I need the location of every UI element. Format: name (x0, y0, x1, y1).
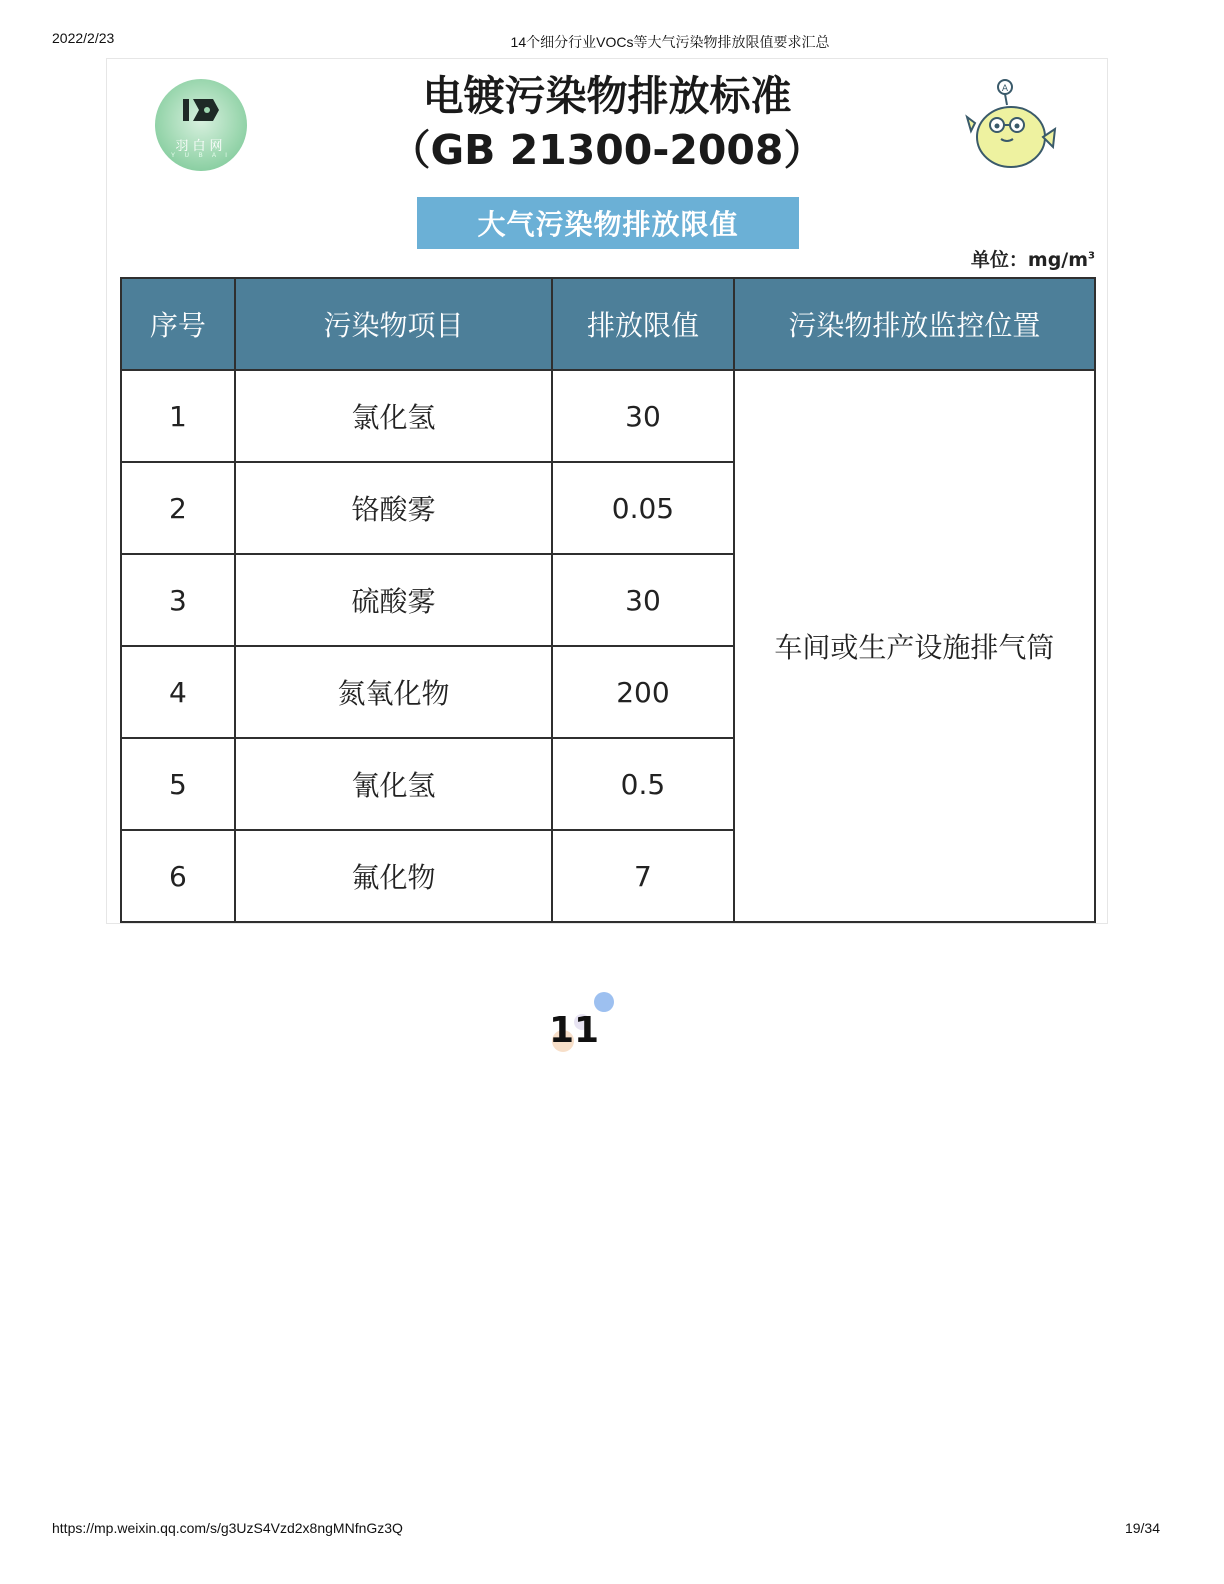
cell-no: 3 (121, 554, 235, 646)
print-date: 2022/2/23 (52, 30, 115, 46)
standard-title: 电镀污染物排放标准 (422, 72, 792, 120)
logo-text: 羽白网 (175, 139, 227, 154)
cell-item: 氯化氢 (235, 370, 552, 462)
col-header-location: 污染物排放监控位置 (734, 278, 1095, 370)
cell-location: 车间或生产设施排气筒 (734, 370, 1095, 922)
cell-no: 5 (121, 738, 235, 830)
logo-subtext: Y U B A I (171, 153, 231, 159)
cell-limit: 7 (552, 830, 734, 922)
cell-item: 氮氧化物 (235, 646, 552, 738)
unit-text: 单位：mg/m (970, 249, 1089, 271)
col-header-limit: 排放限值 (552, 278, 734, 370)
mascot-icon (965, 79, 1057, 171)
section-banner: 大气污染物排放限值 (417, 197, 799, 249)
col-header-no: 序号 (121, 278, 235, 370)
logo-mark-icon (183, 95, 219, 125)
section-number: 11 (548, 1010, 600, 1051)
cell-limit: 30 (552, 370, 734, 462)
cell-item: 氰化氢 (235, 738, 552, 830)
cell-limit: 0.05 (552, 462, 734, 554)
standard-card (106, 58, 1108, 924)
cell-no: 2 (121, 462, 235, 554)
standard-code: （GB 21300-2008） (389, 126, 825, 174)
decor-dot-blue (594, 992, 614, 1012)
unit-label (971, 245, 1095, 272)
print-doc-title: 14个细分行业VOCs等大气污染物排放限值要求汇总 (510, 34, 830, 50)
cell-item: 氟化物 (235, 830, 552, 922)
cell-item: 铬酸雾 (235, 462, 552, 554)
emission-limits-table (120, 277, 1096, 923)
cell-no: 4 (121, 646, 235, 738)
cell-no: 6 (121, 830, 235, 922)
cell-limit: 0.5 (552, 738, 734, 830)
cell-no: 1 (121, 370, 235, 462)
cell-limit: 30 (552, 554, 734, 646)
source-url[interactable]: https://mp.weixin.qq.com/s/g3UzS4Vzd2x8ngMNfnGz3Q (52, 1520, 403, 1536)
unit-exponent: 3 (1088, 250, 1095, 262)
cell-limit: 200 (552, 646, 734, 738)
page-counter: 19/34 (1124, 1520, 1160, 1536)
table-header-row (121, 278, 1095, 370)
table-row (121, 370, 1095, 462)
cell-item: 硫酸雾 (235, 554, 552, 646)
col-header-item: 污染物项目 (235, 278, 552, 370)
svg-text:A: A (1001, 84, 1009, 94)
yubai-logo (155, 79, 247, 171)
